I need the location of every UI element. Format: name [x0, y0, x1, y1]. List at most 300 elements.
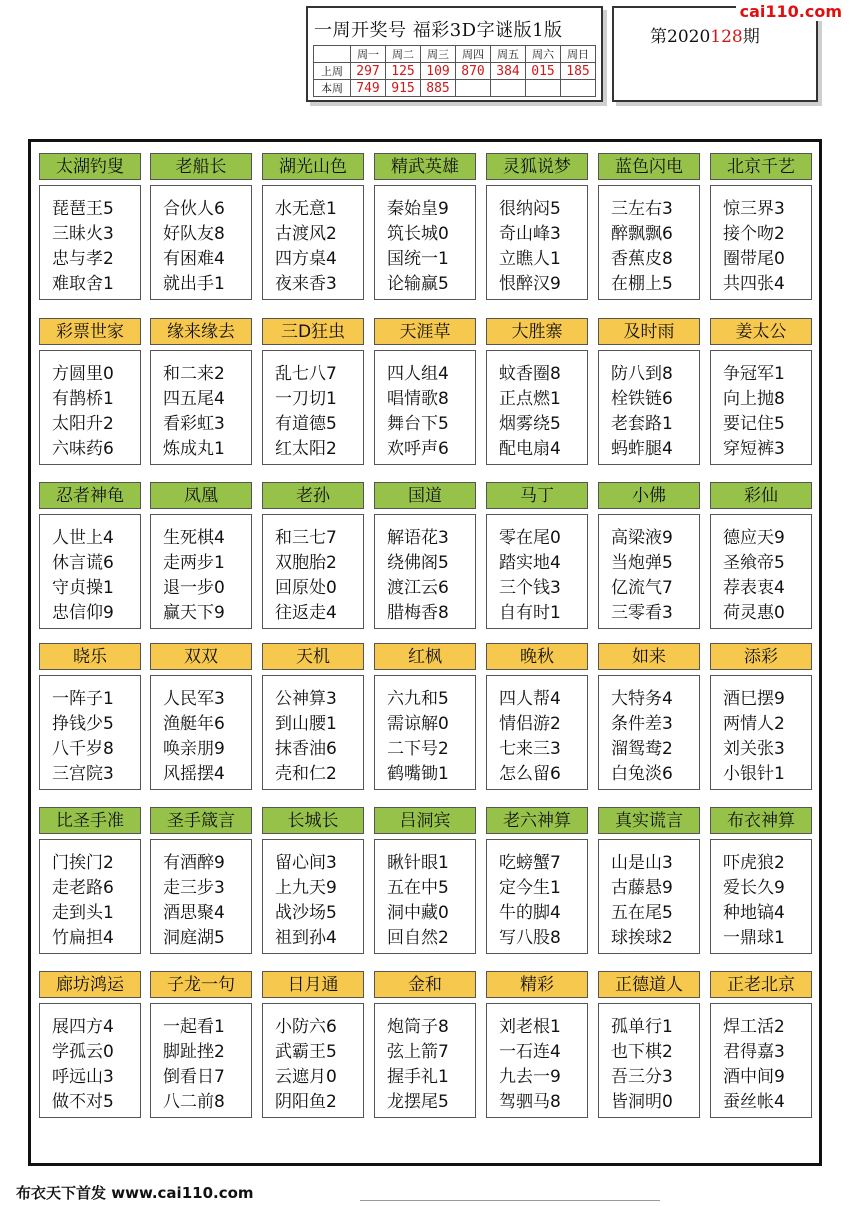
- riddle-line: 白兔淡6: [611, 764, 673, 784]
- riddle-author-title: 布衣神算: [710, 807, 812, 834]
- riddle-line: 古渡风2: [275, 224, 337, 244]
- riddle-cell: [486, 971, 588, 1118]
- riddle-lines: [39, 1003, 141, 1118]
- riddle-line: 走老路6: [52, 878, 114, 898]
- riddle-line: 焊工活2: [723, 1017, 785, 1037]
- riddle-line: 生死棋4: [163, 528, 225, 548]
- riddle-author-title: 湖光山色: [262, 153, 364, 180]
- riddle-lines: [710, 839, 812, 954]
- riddle-author-title: 缘来缘去: [150, 318, 252, 345]
- riddle-author-title: 马丁: [486, 482, 588, 509]
- riddle-lines: [486, 675, 588, 790]
- riddle-line: 君得嘉3: [723, 1042, 785, 1062]
- riddle-author-title: 添彩: [710, 643, 812, 670]
- riddle-line: 九去一9: [499, 1067, 561, 1087]
- riddle-line: 退一步0: [163, 578, 225, 598]
- riddle-cell: [262, 807, 364, 954]
- riddle-line: 倒看日7: [163, 1067, 225, 1087]
- riddle-line: 配电扇4: [499, 439, 561, 459]
- riddle-lines: [374, 185, 476, 300]
- riddle-line: 八千岁8: [52, 739, 114, 759]
- riddle-lines: [598, 514, 700, 629]
- weekday-label: 周一: [351, 46, 386, 63]
- draw-number: 870: [456, 63, 491, 80]
- riddle-lines: [262, 350, 364, 465]
- riddle-lines: [710, 350, 812, 465]
- riddle-line: 阴阳鱼2: [275, 1092, 337, 1112]
- riddle-line: 战沙场5: [275, 903, 337, 923]
- riddle-cell: [39, 153, 141, 300]
- riddle-line: 人民军3: [163, 689, 225, 709]
- riddle-line: 吃螃蟹7: [499, 853, 561, 873]
- riddle-cell: [150, 153, 252, 300]
- riddle-line: 竹扁担4: [52, 928, 114, 948]
- riddle-line: 公神算3: [275, 689, 337, 709]
- riddle-lines: [150, 675, 252, 790]
- draw-number: 297: [351, 63, 386, 80]
- riddle-line: 解语花3: [387, 528, 449, 548]
- riddle-line: 防八到8: [611, 364, 673, 384]
- riddle-author-title: 正老北京: [710, 971, 812, 998]
- riddle-line: 抹香油6: [275, 739, 337, 759]
- weekday-label: 周日: [561, 46, 596, 63]
- riddle-line: 脚趾挫2: [163, 1042, 225, 1062]
- draw-number: [491, 80, 526, 97]
- riddle-line: 情侣游2: [499, 714, 561, 734]
- riddle-line: 酒中间9: [723, 1067, 785, 1087]
- footer-text: 布衣天下首发 www.cai110.com: [16, 1184, 254, 1202]
- riddle-cell: [598, 318, 700, 465]
- draw-number: 915: [386, 80, 421, 97]
- riddle-line: 往返走4: [275, 603, 337, 623]
- draw-number: 885: [421, 80, 456, 97]
- riddle-line: 大特务4: [611, 689, 673, 709]
- draw-number: [526, 80, 561, 97]
- riddle-cell: [710, 643, 812, 790]
- draw-number: 185: [561, 63, 596, 80]
- riddle-lines: [598, 350, 700, 465]
- riddle-line: 一刀切1: [275, 389, 337, 409]
- riddle-cell: [262, 482, 364, 629]
- riddle-line: 看彩虹3: [163, 414, 225, 434]
- riddle-author-title: 圣手箴言: [150, 807, 252, 834]
- riddle-line: 奇山峰3: [499, 224, 561, 244]
- riddle-lines: [262, 675, 364, 790]
- riddle-author-title: 太湖钓叟: [39, 153, 141, 180]
- riddle-cell: [150, 318, 252, 465]
- riddle-author-title: 大胜寨: [486, 318, 588, 345]
- riddle-author-title: 北京千艺: [710, 153, 812, 180]
- riddle-line: 四五尾4: [163, 389, 225, 409]
- riddle-line: 三个钱3: [499, 578, 561, 598]
- riddle-cell: [374, 153, 476, 300]
- riddle-line: 共四张4: [723, 274, 785, 294]
- riddle-line: 学孤云0: [52, 1042, 114, 1062]
- riddle-line: 小银针1: [723, 764, 785, 784]
- riddle-lines: [710, 1003, 812, 1118]
- draw-number: 125: [386, 63, 421, 80]
- riddle-line: 接个吻2: [723, 224, 785, 244]
- riddle-line: 唱情歌8: [387, 389, 449, 409]
- riddle-cell: [150, 971, 252, 1118]
- riddle-author-title: 廊坊鸿运: [39, 971, 141, 998]
- riddle-line: 三宫院3: [52, 764, 114, 784]
- riddle-line: 一鼎球1: [723, 928, 785, 948]
- riddle-line: 很纳闷5: [499, 199, 561, 219]
- riddle-line: 唤亲朋9: [163, 739, 225, 759]
- this-week-label: 本周: [314, 80, 351, 97]
- riddle-line: 荷灵惠0: [723, 603, 785, 623]
- riddle-line: 高梁液9: [611, 528, 673, 548]
- riddle-author-title: 双双: [150, 643, 252, 670]
- riddle-line: 四人组4: [387, 364, 449, 384]
- riddle-cell: [710, 153, 812, 300]
- riddle-line: 亿流气7: [611, 578, 673, 598]
- riddle-line: 需谅解0: [387, 714, 449, 734]
- riddle-author-title: 精武英雄: [374, 153, 476, 180]
- riddle-line: 弦上箭7: [387, 1042, 449, 1062]
- riddle-author-title: 比圣手准: [39, 807, 141, 834]
- riddle-lines: [598, 839, 700, 954]
- riddle-line: 门挨门2: [52, 853, 114, 873]
- riddle-line: 溜鸳鸯2: [611, 739, 673, 759]
- riddle-author-title: 小佛: [598, 482, 700, 509]
- riddle-cell: [262, 971, 364, 1118]
- riddle-cell: [598, 807, 700, 954]
- riddle-line: 零在尾0: [499, 528, 561, 548]
- riddle-author-title: 老六神算: [486, 807, 588, 834]
- riddle-lines: [150, 1003, 252, 1118]
- riddle-line: 风摇摆4: [163, 764, 225, 784]
- riddle-line: 两情人2: [723, 714, 785, 734]
- riddle-line: 怎么留6: [499, 764, 561, 784]
- riddle-line: 走到头1: [52, 903, 114, 923]
- riddle-lines: [486, 1003, 588, 1118]
- riddle-line: 守贞操1: [52, 578, 114, 598]
- draw-number: 015: [526, 63, 561, 80]
- riddle-line: 栓铁链6: [611, 389, 673, 409]
- riddle-line: 有酒醉9: [163, 853, 225, 873]
- riddle-cell: [374, 971, 476, 1118]
- riddle-author-title: 及时雨: [598, 318, 700, 345]
- riddle-author-title: 日月通: [262, 971, 364, 998]
- riddle-line: 争冠军1: [723, 364, 785, 384]
- riddle-line: 炼成丸1: [163, 439, 225, 459]
- riddle-line: 渡江云6: [387, 578, 449, 598]
- riddle-author-title: 红枫: [374, 643, 476, 670]
- issue-suffix: 期: [742, 27, 760, 47]
- riddle-line: 武霸王5: [275, 1042, 337, 1062]
- riddle-author-title: 凤凰: [150, 482, 252, 509]
- riddle-line: 夜来香3: [275, 274, 337, 294]
- riddle-author-title: 晚秋: [486, 643, 588, 670]
- riddle-line: 合伙人6: [163, 199, 225, 219]
- riddle-cell: [374, 643, 476, 790]
- riddle-line: 鹤嘴锄1: [387, 764, 449, 784]
- riddle-cell: [598, 482, 700, 629]
- draw-number: 749: [351, 80, 386, 97]
- riddle-lines: [39, 185, 141, 300]
- riddle-line: 蚂蚱腿4: [611, 439, 673, 459]
- riddle-line: 乱七八7: [275, 364, 337, 384]
- last-week-label: 上周: [314, 63, 351, 80]
- weekday-label: 周四: [456, 46, 491, 63]
- riddle-line: 圈带尾0: [723, 249, 785, 269]
- riddle-line: 到山腰1: [275, 714, 337, 734]
- riddle-line: 孤单行1: [611, 1017, 673, 1037]
- riddle-line: 四方桌4: [275, 249, 337, 269]
- footer-divider: [360, 1200, 660, 1201]
- riddle-cell: [39, 971, 141, 1118]
- riddle-lines: [710, 675, 812, 790]
- riddle-line: 云遮月0: [275, 1067, 337, 1087]
- riddle-line: 筑长城0: [387, 224, 449, 244]
- riddle-cell: [598, 643, 700, 790]
- weekly-results-panel: [306, 6, 603, 102]
- riddle-line: 琵琶王5: [52, 199, 114, 219]
- riddle-lines: [374, 514, 476, 629]
- riddle-lines: [150, 350, 252, 465]
- riddle-lines: [262, 1003, 364, 1118]
- riddle-lines: [486, 350, 588, 465]
- weekday-header-row: [314, 46, 596, 63]
- riddle-line: 水无意1: [275, 199, 337, 219]
- riddle-author-title: 国道: [374, 482, 476, 509]
- riddle-author-title: 如来: [598, 643, 700, 670]
- draw-number: [456, 80, 491, 97]
- riddle-line: 皆洞明0: [611, 1092, 673, 1112]
- issue-number-value: 128: [710, 27, 743, 47]
- riddle-cell: [150, 807, 252, 954]
- weekday-label: 周五: [491, 46, 526, 63]
- riddle-line: 三昧火3: [52, 224, 114, 244]
- weekday-label: 周二: [386, 46, 421, 63]
- riddle-line: 走三步3: [163, 878, 225, 898]
- riddle-line: 腊梅香8: [387, 603, 449, 623]
- riddle-line: 留心间3: [275, 853, 337, 873]
- riddle-line: 在棚上5: [611, 274, 673, 294]
- riddle-line: 壳和仁2: [275, 764, 337, 784]
- riddle-cell: [486, 807, 588, 954]
- riddle-cell: [374, 318, 476, 465]
- riddle-line: 太阳升2: [52, 414, 114, 434]
- riddle-line: 当炮弹5: [611, 553, 673, 573]
- draw-number: 109: [421, 63, 456, 80]
- riddle-lines: [598, 185, 700, 300]
- riddle-line: 五在中5: [387, 878, 449, 898]
- issue-prefix: 第2020: [650, 27, 711, 47]
- riddle-line: 渔艇年6: [163, 714, 225, 734]
- draw-number: [561, 80, 596, 97]
- riddle-line: 六味药6: [52, 439, 114, 459]
- riddle-line: 自有时1: [499, 603, 561, 623]
- riddle-lines: [486, 839, 588, 954]
- riddle-cell: [39, 318, 141, 465]
- riddle-grid: [28, 139, 822, 1166]
- riddle-line: 刘老根1: [499, 1017, 561, 1037]
- riddle-author-title: 天涯草: [374, 318, 476, 345]
- riddle-cell: [39, 643, 141, 790]
- riddle-lines: [486, 514, 588, 629]
- riddle-line: 蚕丝帐4: [723, 1092, 785, 1112]
- riddle-line: 瞅针眼1: [387, 853, 449, 873]
- riddle-author-title: 晓乐: [39, 643, 141, 670]
- riddle-lines: [39, 514, 141, 629]
- riddle-line: 炮筒子8: [387, 1017, 449, 1037]
- weekday-label: 周六: [526, 46, 561, 63]
- riddle-line: 恨醉汉9: [499, 274, 561, 294]
- riddle-cell: [598, 153, 700, 300]
- riddle-line: 一阵子1: [52, 689, 114, 709]
- riddle-line: 舞台下5: [387, 414, 449, 434]
- riddle-line: 难取舍1: [52, 274, 114, 294]
- riddle-line: 要记住5: [723, 414, 785, 434]
- riddle-line: 展四方4: [52, 1017, 114, 1037]
- riddle-line: 赢天下9: [163, 603, 225, 623]
- riddle-line: 欢呼声6: [387, 439, 449, 459]
- riddle-line: 五在尾5: [611, 903, 673, 923]
- riddle-line: 洞中藏0: [387, 903, 449, 923]
- riddle-line: 香蕉皮8: [611, 249, 673, 269]
- riddle-line: 回原处0: [275, 578, 337, 598]
- riddle-line: 刘关张3: [723, 739, 785, 759]
- brand-logo: cai110.com: [736, 2, 846, 21]
- riddle-line: 休言谎6: [52, 553, 114, 573]
- riddle-cell: [486, 643, 588, 790]
- riddle-line: 和三七7: [275, 528, 337, 548]
- riddle-cell: [710, 807, 812, 954]
- riddle-line: 论输赢5: [387, 274, 449, 294]
- riddle-lines: [150, 185, 252, 300]
- riddle-line: 秦始皇9: [387, 199, 449, 219]
- riddle-line: 和二来2: [163, 364, 225, 384]
- riddle-cell: [374, 482, 476, 629]
- riddle-line: 上九天9: [275, 878, 337, 898]
- riddle-lines: [710, 185, 812, 300]
- riddle-cell: [486, 482, 588, 629]
- riddle-line: 洞庭湖5: [163, 928, 225, 948]
- riddle-author-title: 彩票世家: [39, 318, 141, 345]
- riddle-line: 有道德5: [275, 414, 337, 434]
- riddle-line: 爱长久9: [723, 878, 785, 898]
- riddle-line: 向上抛8: [723, 389, 785, 409]
- riddle-line: 写八股8: [499, 928, 561, 948]
- last-week-row: [314, 63, 596, 80]
- riddle-line: 八二前8: [163, 1092, 225, 1112]
- riddle-line: 回自然2: [387, 928, 449, 948]
- riddle-line: 呼远山3: [52, 1067, 114, 1087]
- riddle-author-title: 正德道人: [598, 971, 700, 998]
- riddle-line: 双胞胎2: [275, 553, 337, 573]
- riddle-line: 有鹊桥1: [52, 389, 114, 409]
- riddle-line: 挣钱少5: [52, 714, 114, 734]
- riddle-lines: [374, 675, 476, 790]
- riddle-cell: [262, 643, 364, 790]
- riddle-lines: [598, 675, 700, 790]
- riddle-cell: [710, 318, 812, 465]
- riddle-cell: [39, 807, 141, 954]
- riddle-line: 国统一1: [387, 249, 449, 269]
- riddle-line: 烟雾绕5: [499, 414, 561, 434]
- riddle-line: 二下号2: [387, 739, 449, 759]
- riddle-author-title: 子龙一句: [150, 971, 252, 998]
- riddle-cell: [150, 482, 252, 629]
- riddle-line: 三零看3: [611, 603, 673, 623]
- riddle-line: 绕佛阁5: [387, 553, 449, 573]
- riddle-lines: [598, 1003, 700, 1118]
- riddle-line: 三左右3: [611, 199, 673, 219]
- riddle-author-title: 天机: [262, 643, 364, 670]
- riddle-author-title: 姜太公: [710, 318, 812, 345]
- weekly-results-table: [313, 45, 596, 97]
- riddle-author-title: 老船长: [150, 153, 252, 180]
- riddle-lines: [374, 1003, 476, 1118]
- riddle-cell: [710, 971, 812, 1118]
- riddle-line: 酒思聚4: [163, 903, 225, 923]
- riddle-line: 就出手1: [163, 274, 225, 294]
- riddle-lines: [150, 839, 252, 954]
- riddle-lines: [486, 185, 588, 300]
- riddle-author-title: 灵狐说梦: [486, 153, 588, 180]
- riddle-line: 龙摆尾5: [387, 1092, 449, 1112]
- riddle-line: 方圆里0: [52, 364, 114, 384]
- riddle-cell: [710, 482, 812, 629]
- issue-number: [650, 22, 760, 47]
- riddle-line: 忠与孝2: [52, 249, 114, 269]
- riddle-author-title: 老孙: [262, 482, 364, 509]
- riddle-lines: [374, 350, 476, 465]
- riddle-lines: [262, 514, 364, 629]
- riddle-line: 好队友8: [163, 224, 225, 244]
- riddle-cell: [262, 153, 364, 300]
- riddle-line: 圣飨帝5: [723, 553, 785, 573]
- riddle-line: 种地镐4: [723, 903, 785, 923]
- riddle-cell: [374, 807, 476, 954]
- riddle-line: 红太阳2: [275, 439, 337, 459]
- riddle-line: 古藤悬9: [611, 878, 673, 898]
- riddle-author-title: 蓝色闪电: [598, 153, 700, 180]
- riddle-author-title: 彩仙: [710, 482, 812, 509]
- riddle-line: 穿短裤3: [723, 439, 785, 459]
- riddle-line: 山是山3: [611, 853, 673, 873]
- riddle-line: 牛的脚4: [499, 903, 561, 923]
- riddle-lines: [374, 839, 476, 954]
- riddle-line: 踏实地4: [499, 553, 561, 573]
- riddle-author-title: 吕洞宾: [374, 807, 476, 834]
- riddle-line: 德应天9: [723, 528, 785, 548]
- riddle-author-title: 真实谎言: [598, 807, 700, 834]
- riddle-line: 也下棋2: [611, 1042, 673, 1062]
- riddle-cell: [598, 971, 700, 1118]
- riddle-line: 条件差3: [611, 714, 673, 734]
- riddle-line: 驾驷马8: [499, 1092, 561, 1112]
- riddle-line: 荐表衷4: [723, 578, 785, 598]
- riddle-lines: [39, 839, 141, 954]
- riddle-line: 立瞧人1: [499, 249, 561, 269]
- riddle-line: 人世上4: [52, 528, 114, 548]
- this-week-row: [314, 80, 596, 97]
- riddle-line: 六九和5: [387, 689, 449, 709]
- draw-number: 384: [491, 63, 526, 80]
- riddle-author-title: 三D狂虫: [262, 318, 364, 345]
- riddle-line: 老套路1: [611, 414, 673, 434]
- riddle-cell: [486, 153, 588, 300]
- riddle-line: 球挨球2: [611, 928, 673, 948]
- riddle-line: 定今生1: [499, 878, 561, 898]
- riddle-cell: [262, 318, 364, 465]
- riddle-line: 正点燃1: [499, 389, 561, 409]
- riddle-line: 蚊香圈8: [499, 364, 561, 384]
